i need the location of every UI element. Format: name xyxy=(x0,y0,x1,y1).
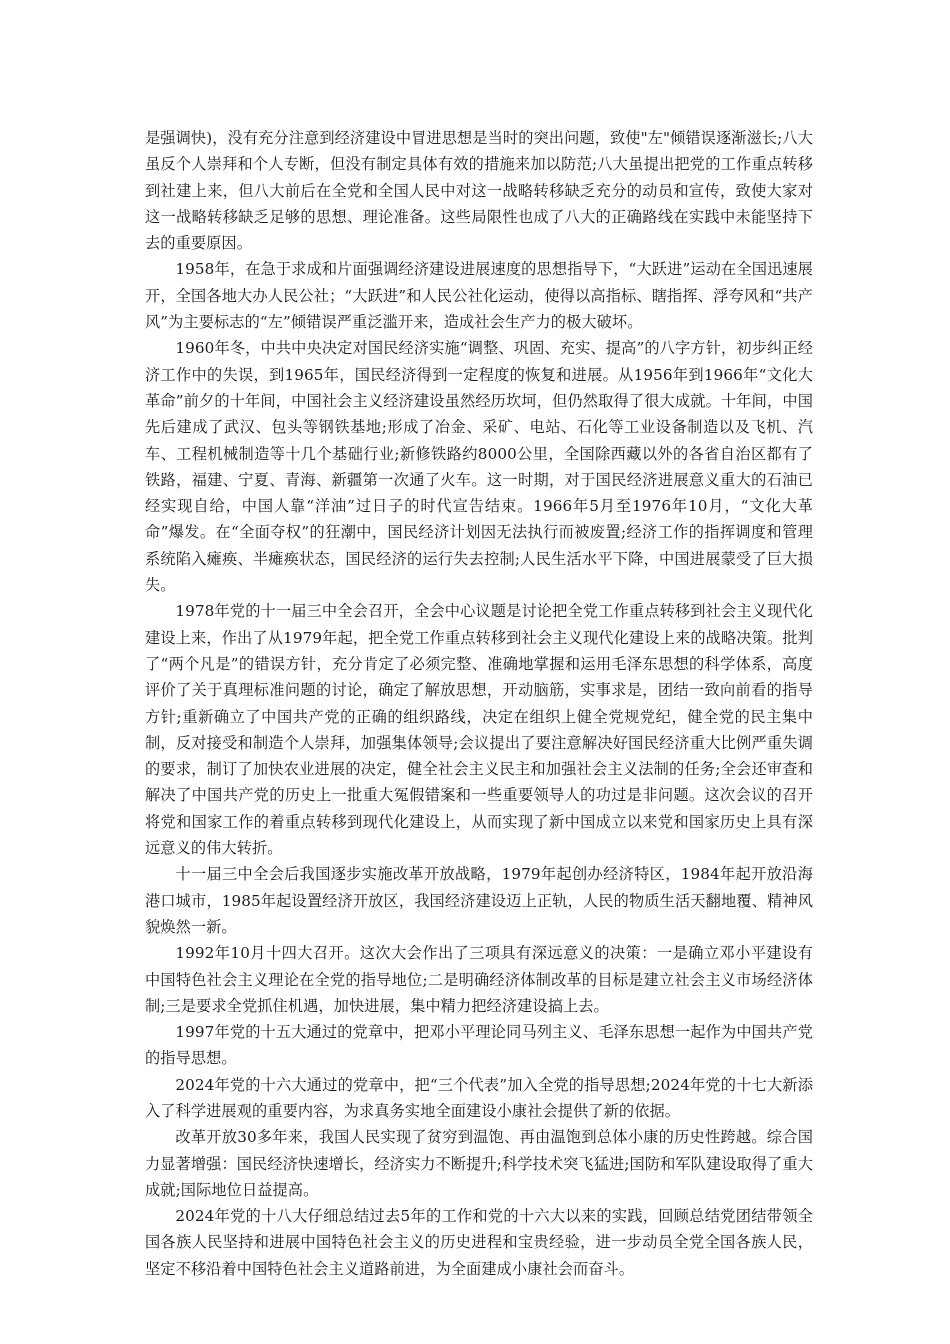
document-body xyxy=(145,125,813,1282)
paragraph-5: 十一届三中全会后我国逐步实施改革开放战略，1979年起创办经济特区，1984年起开放沿海港口城市，1985年起设置经济开放区，我国经济建设迈上正轨，人民的物质生活天翻地覆、精神风貌焕然一新。 xyxy=(145,865,813,936)
paragraph-7: 1997年党的十五大通过的党章中，把邓小平理论同马列主义、毛泽东思想一起作为中国共产党的指导思想。 xyxy=(145,1023,813,1068)
paragraph-2: 1958年，在急于求成和片面强调经济建设进展速度的思想指导下，“大跃进”运动在全国迅速展开，全国各地大办人民公社；“大跃进”和人民公社化运动，使得以高指标、瞎指挥、浮夸风和“共产风”为主要标志的“左”倾错误严重泛滥开来，造成社会生产力的极大破坏。 xyxy=(145,260,813,332)
paragraph-3: 1960年冬，中共中央决定对国民经济实施“调整、巩固、充实、提高”的八字方针，初步纠正经济工作中的失误，到1965年，国民经济得到一定程度的恢复和进展。从1956年到1966年“文化大革命”前夕的十年间，中国社会主义经济建设虽然经历坎坷，但仍然取得了很大成就。十年间，中国先后建成了武汉、包头等钢铁基地;形成了冶金、采矿、电站、石化等工业设备制造以及飞机、汽车、工程机械制造等十几个基础行业;新修铁路约8000公里，全国除西藏以外的各省自治区都有了铁路，福建、宁夏、青海、新疆第一次通了火车。这一时期，对于国民经济进展意义重大的石油已经实现自给，中国人靠“洋油”过日子的时代宣告结束。1966年5月至1976年10月，“文化大革命”爆发。在“全面夺权”的狂潮中，国民经济计划因无法执行而被废置;经济工作的指挥调度和管理系统陷入瘫痪、半瘫痪状态，国民经济的运行失去控制;人民生活水平下降，中国进展蒙受了巨大损失。 xyxy=(145,339,813,595)
paragraph-8: 2024年党的十六大通过的党章中，把“三个代表”加入全党的指导思想;2024年党的十七大新添入了科学进展观的重要内容，为求真务实地全面建设小康社会提供了新的依据。 xyxy=(145,1075,813,1120)
paragraph-9: 改革开放30多年来，我国人民实现了贫穷到温饱、再由温饱到总体小康的历史性跨越。综合国力显著增强：国民经济快速增长，经济实力不断提升;科学技术突飞猛进;国防和军队建设取得了重大成就;国际地位日益提高。 xyxy=(145,1128,813,1199)
paragraph-4: 1978年党的十一届三中全会召开，全会中心议题是讨论把全党工作重点转移到社会主义现代化建设上来，作出了从1979年起，把全党工作重点转移到社会主义现代化建设上来的战略决策。批判了“两个凡是”的错误方针，充分肯定了必须完整、准确地掌握和运用毛泽东思想的科学体系，高度评价了关于真理标准问题的讨论，确定了解放思想，开动脑筋，实事求是，团结一致向前看的指导方针;重新确立了中国共产党的正确的组织路线，决定在组织上健全党规党纪，健全党的民主集中制，反对接受和制造个人崇拜，加强集体领导;会议提出了要注意解决好国民经济重大比例严重失调的要求，制订了加快农业进展的决定，健全社会主义民主和加强社会主义法制的任务;全会还审查和解决了中国共产党的历史上一批重大冤假错案和一些重要领导人的功过是非问题。这次会议的召开将党和国家工作的着重点转移到现代化建设上，从而实现了新中国成立以来党和国家历史上具有深远意义的伟大转折。 xyxy=(145,602,813,858)
paragraph-6: 1992年10月十四大召开。这次大会作出了三项具有深远意义的决策：一是确立邓小平建设有中国特色社会主义理论在全党的指导地位;二是明确经济体制改革的目标是建立社会主义市场经济体制;三是要求全党抓住机遇，加快进展，集中精力把经济建设搞上去。 xyxy=(145,944,813,1015)
paragraph-1: 是强调快)，没有充分注意到经济建设中冒进思想是当时的突出问题，致使"左"倾错误逐渐滋长;八大虽反个人崇拜和个人专断，但没有制定具体有效的措施来加以防范;八大虽提出把党的工作重点转移到社建上来，但八大前后在全党和全国人民中对这一战略转移缺乏充分的动员和宣传，致使大家对这一战略转移缺乏足够的思想、理论准备。这些局限性也成了八大的正确路线在实践中未能坚持下去的重要原因。 xyxy=(145,129,813,253)
paragraph-10: 2024年党的十八大仔细总结过去5年的工作和党的十六大以来的实践，回顾总结党团结带领全国各族人民坚持和进展中国特色社会主义的历史进程和宝贵经验，进一步动员全党全国各族人民，坚定不移沿着中国特色社会主义道路前进，为全面建成小康社会而奋斗。 xyxy=(145,1207,813,1278)
